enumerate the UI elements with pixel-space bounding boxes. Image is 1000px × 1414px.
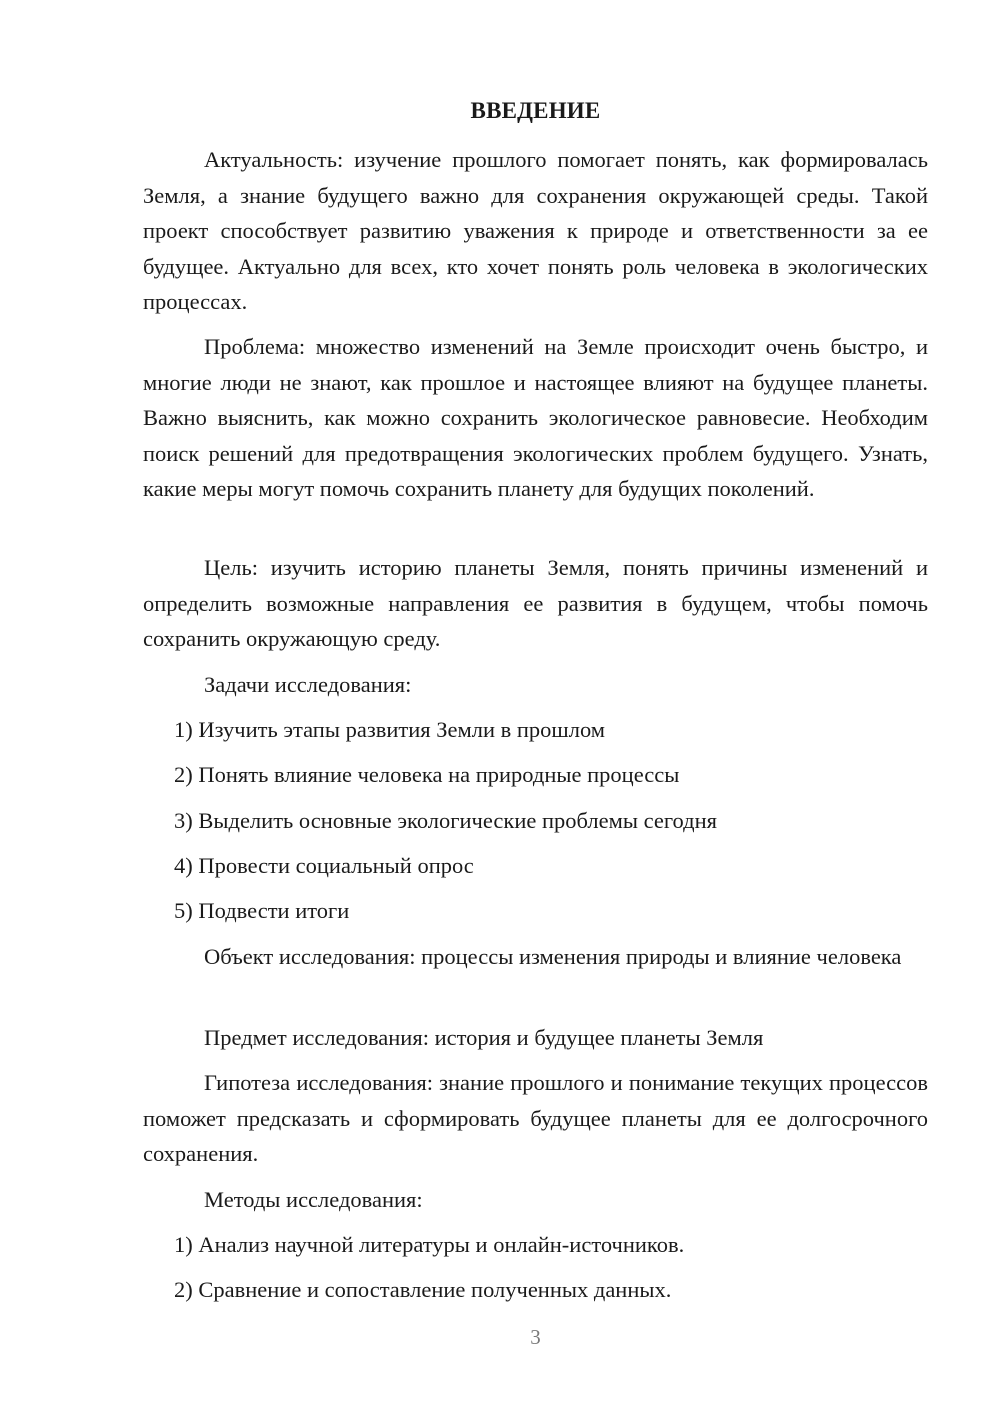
subject-paragraph: Предмет исследования: история и будущее планеты Земля — [204, 1025, 764, 1050]
task-item: 1) Изучить этапы развития Земли в прошлом — [174, 717, 606, 742]
method-item: 2) Сравнение и сопоставление полученных данных. — [174, 1277, 672, 1302]
task-item: 3) Выделить основные экологические проблемы сегодня — [174, 808, 717, 833]
task-item: 5) Подвести итоги — [174, 898, 350, 923]
document-page — [143, 0, 928, 1414]
problem-paragraph: Проблема: множество изменений на Земле происходит очень быстро, и многие люди не знают, как прошлое и настоящее влияют на будущее планеты. Важно выяснить, как можно сохранить экологическое равновесие. Необходим поиск решений для предотвращения экологических проблем будущего. Узнать, какие меры могут помочь сохранить планету для будущих поколений. — [143, 334, 928, 501]
object-paragraph: Объект исследования: процессы изменения природы и влияние человека — [204, 944, 902, 969]
relevance-paragraph: Актуальность: изучение прошлого помогает понять, как формировалась Земля, а знание будущего важно для сохранения окружающей среды. Такой проект способствует развитию уважения к природе и ответственности за ее будущее. Актуально для всех, кто хочет понять роль человека в экологических процессах. — [143, 147, 928, 314]
goal-paragraph: Цель: изучить историю планеты Земля, понять причины изменений и определить возможные направления ее развития в будущем, чтобы помочь сохранить окружающую среду. — [143, 555, 928, 651]
task-item: 2) Понять влияние человека на природные процессы — [174, 762, 680, 787]
task-item: 4) Провести социальный опрос — [174, 853, 474, 878]
page-number: 3 — [530, 1325, 541, 1349]
hypothesis-paragraph: Гипотеза исследования: знание прошлого и понимание текущих процессов поможет предсказать и сформировать будущее планеты для ее долгосрочного сохранения. — [143, 1070, 928, 1166]
tasks-title: Задачи исследования: — [204, 672, 412, 697]
methods-title: Методы исследования: — [204, 1187, 423, 1212]
section-heading: ВВЕДЕНИЕ — [470, 98, 601, 123]
method-item: 1) Анализ научной литературы и онлайн-источников. — [174, 1232, 685, 1257]
